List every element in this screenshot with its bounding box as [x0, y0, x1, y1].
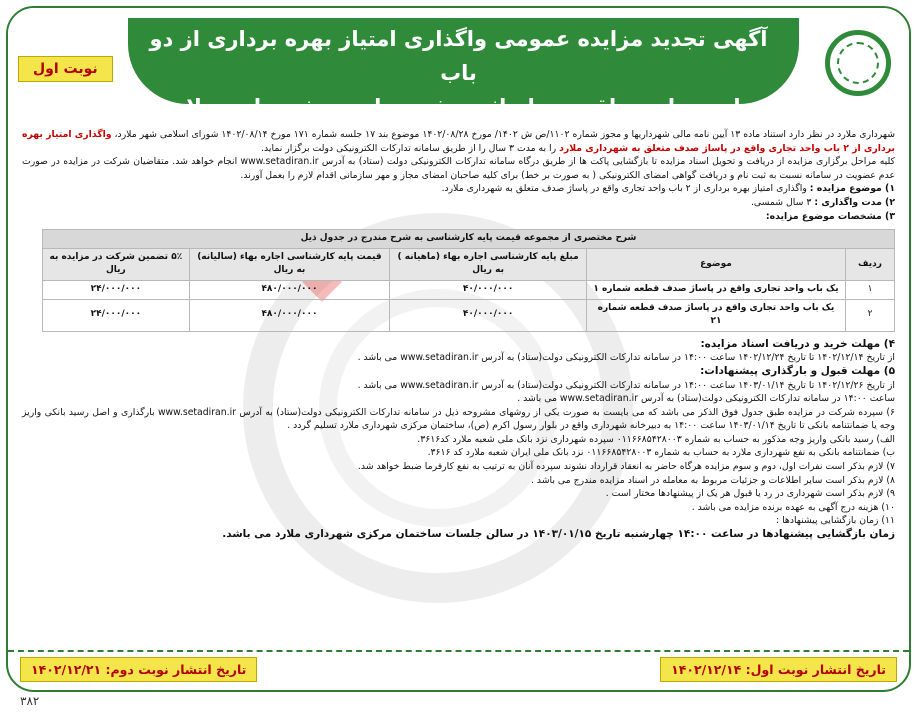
header-guarantee: ۵٪ تضمین شرکت در مزایده به ریال — [43, 248, 190, 280]
header — [8, 8, 909, 119]
item-1: ۱) موضوع مزایده : واگذاری امتیاز بهره برداری از ۲ باب واحد تجاری واقع در پاساژ صدف متعلق به شهرداری ملارد. — [441, 183, 895, 195]
procedure-paragraph: کلیه مراحل برگزاری مزایده از دریافت و تحویل اسناد مزایده تا بازگشایی پاکت ها از طریق درگاه سامانه تدارکات الکترونیکی دولت (ستاد) به آدرس www.setadiran.ir انجام خواهد شد. متقاضیان شرکت در مزایده در صورت عدم عضویت در سامانه نسبت به ثبت نام و دریافت گواهی امضای الکترونیکی ( به صورت بر خط) برای کلیه صاحبان امضای مجاز و مهر سازمانی اقدام لازم را بعمل آورند. — [22, 156, 895, 181]
round-badge: نوبت اول — [18, 56, 113, 82]
section-6-b: ب) ضمانتنامه بانکی به نفع شهرداری ملارد به حساب به شماره ۰۱۱۶۶۸۵۴۲۸۰۰۳ نزد بانک ملی ایران شعبه ملارد کد ۳۶۱۶. — [427, 447, 895, 459]
intro-paragraph: شهرداری ملارد در نظر دارد استناد ماده ۱۳ آیین نامه مالی شهرداریها و مجوز شماره ۱۱۰۲/ص ش ۱۴۰۲/ مورخ ۱۴۰۲/۰۸/۲۸ موضوع بند ۱۷ جلسه شماره ۱۷۱ مورخ ۱۴۰۲/۰۸/۱۴ شورای اسلامی شهر ملارد، واگذاری امتیاز بهره برداری از ۲ باب واحد تجاری واقع در پاساژ صدف متعلق به شهرداری ملارد را به مدت ۳ سال را از طریق سامانه تدارکات الکترونیکی دولت برگزار نماید. — [22, 129, 895, 154]
item-3: ۳) مشخصات موضوع مزایده: — [765, 210, 895, 222]
section-10: ۱۰) هزینه درج آگهی به عهده برنده مزایده می باشد . — [691, 501, 895, 513]
section-5-text-2: ساعت ۱۴:۰۰ در سامانه تدارکات الکترونیکی دولت(ستاد) به آدرس www.setadiran.ir می باشد . — [517, 393, 895, 405]
header-monthly-price: مبلغ پایه کارشناسی اجاره بهاء (ماهیانه ) به ریال — [390, 248, 587, 280]
item-2: ۲) مدت واگذاری : ۳ سال شمسی. — [750, 196, 895, 208]
section-7: ۷) لازم بذکر است نفرات اول، دوم و سوم مزایده هرگاه حاضر به انعقاد قرارداد نشوند سپرده آنان به ترتیب به نفع کارفرما ضبط خواهد شد. — [357, 461, 895, 473]
publish-date-second: تاریخ انتشار نوبت دوم: ۱۴۰۲/۱۲/۲۱ — [20, 657, 257, 682]
header-subject: موضوع — [587, 248, 846, 280]
section-9: ۹) لازم بذکر است شهرداری در رد یا قبول هر یک از پیشنهادها مختار است . — [605, 488, 895, 500]
section-5-text-1: از تاریخ ۱۴۰۲/۱۲/۲۶ تا تاریخ ۱۴۰۳/۰۱/۱۴ ساعت ۱۴:۰۰ در سامانه تدارکات الکترونیکی دولت(ستاد) به آدرس www.setadiran.ir می باشد . — [357, 379, 895, 391]
section-6-a: الف) رسید بانکی واریز وجه مذکور به حساب به شماره ۰۱۱۶۶۸۵۴۲۸۰۰۳ سپرده شهرداری نزد بانک ملی شعبه ملارد کد۳۶۱۶. — [417, 433, 895, 445]
section-4-title: ۴) مهلت خرید و دریافت اسناد مزایده: — [700, 337, 895, 350]
table-row: ۲ یک باب واحد تجاری واقع در پاساژ صدف قطعه شماره ۲۱ ۴۰/۰۰۰/۰۰۰ ۴۸۰/۰۰۰/۰۰۰ ۲۴/۰۰۰/۰۰۰ — [43, 299, 895, 331]
section-5-title: ۵) مهلت قبول و بارگذاری پیشنهادات: — [700, 364, 895, 377]
header-row-no: ردیف — [846, 248, 895, 280]
page-number: ۳۸۲ — [20, 694, 40, 708]
opening-time: زمان بازگشایی پیشنهادها در ساعت ۱۴:۰۰ چهارشنبه تاریخ ۱۴۰۳/۰۱/۱۵ در سالن جلسات ساختمان مرکزی شهرداری ملارد می باشد. — [222, 528, 895, 541]
municipality-logo-icon — [825, 30, 891, 96]
section-11: ۱۱) زمان بازگشایی پیشنهادها : — [776, 515, 895, 527]
table-row: ۱ یک باب واحد تجاری واقع در پاساژ صدف قطعه شماره ۱ ۴۰/۰۰۰/۰۰۰ ۴۸۰/۰۰۰/۰۰۰ ۲۴/۰۰۰/۰۰۰ — [43, 280, 895, 299]
price-table — [42, 229, 895, 332]
section-4-text: از تاریخ ۱۴۰۲/۱۲/۱۴ تا تاریخ ۱۴۰۲/۱۲/۲۴ ساعت ۱۴:۰۰ در سامانه تدارکات الکترونیکی دولت(ستاد) به آدرس www.setadiran.ir می باشد . — [357, 352, 895, 364]
header-yearly-price: قیمت پایه کارشناسی اجاره بهاء (سالیانه) به ریال — [189, 248, 390, 280]
title-line-2: واحد تجاری واقع در پاساژ صدف متعلق به شهرداری ملارد — [163, 95, 754, 119]
section-6: ۶) سپرده شرکت در مزایده طبق جدول فوق الذکر می باشد که می بایست به صورت یکی از روشهای مشروحه ذیل در سامانه تدارکات الکترونیکی دولت(ستاد) به آدرس www.setadiran.ir بارگذاری و اصل رسید بانکی واریز وجه یا ضمانتنامه بانکی تا تاریخ ۱۴۰۳/۰۱/۱۴ ساعت ۱۴:۰۰ به دبیرخانه شهرداری واقع در بلوار رسول اکرم (ص)، ساختمان مرکزی شهرداری ملارد تسلیم گردد . — [22, 406, 895, 432]
advertisement-frame — [6, 6, 911, 692]
ad-title — [128, 22, 789, 124]
subject-highlight: واگذاری امتیاز بهره برداری از ۲ باب واحد تجاری واقع در پاساژ صدف متعلق به شهرداری ملارد — [22, 129, 895, 154]
ad-body — [22, 128, 895, 542]
footer — [8, 650, 909, 690]
title-line-1: آگهی تجدید مزایده عمومی واگذاری امتیاز بهره برداری از دو باب — [149, 27, 768, 85]
publish-date-first: تاریخ انتشار نوبت اول: ۱۴۰۲/۱۲/۱۴ — [660, 657, 897, 682]
section-8: ۸) لازم بذکر است سایر اطلاعات و جزئیات مربوط به معامله در اسناد مزایده مندرج می باشد . — [530, 474, 895, 486]
table-caption: شرح مختصری از مجموعه قیمت پایه کارشناسی به شرح مندرج در جدول ذیل — [43, 230, 895, 249]
